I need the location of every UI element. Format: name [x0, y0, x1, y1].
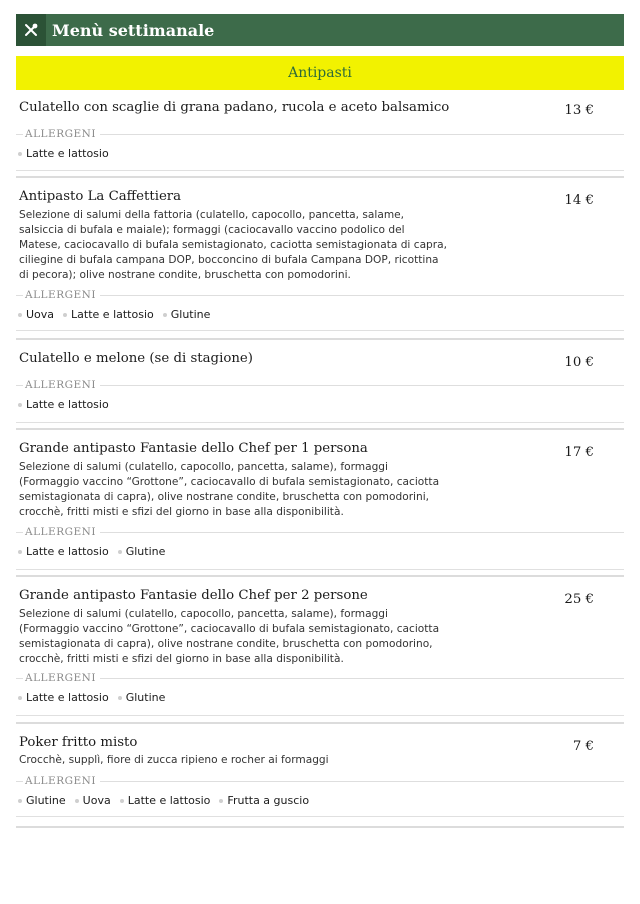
page-title: Menù settimanale — [52, 20, 215, 40]
item-name: Poker fritto misto — [19, 735, 138, 750]
item-description: Crocchè, supplì, fiore di zucca ripieno e rocher ai formaggi — [19, 754, 329, 766]
allergen-header: ALLERGENI — [16, 289, 624, 301]
allergen-header: ALLERGENI — [16, 775, 624, 787]
allergen-tag: Latte e lattosio — [63, 308, 154, 321]
allergen-header: ALLERGENI — [16, 526, 624, 538]
utensils-icon — [16, 14, 46, 46]
menu-item — [16, 428, 624, 574]
menu-header — [16, 14, 624, 46]
item-name: Antipasto La Caffettiera — [19, 189, 182, 204]
allergen-tag: Glutine — [18, 794, 66, 807]
allergen-tag: Glutine — [118, 691, 166, 704]
item-name: Culatello e melone (se di stagione) — [19, 351, 253, 366]
allergen-header: ALLERGENI — [16, 672, 624, 684]
allergen-list — [18, 794, 318, 807]
menu-item — [16, 338, 624, 426]
allergen-tag: Latte e lattosio — [120, 794, 211, 807]
allergen-tag: Uova — [18, 308, 54, 321]
menu-item — [16, 575, 624, 721]
category-label: Antipasti — [288, 65, 352, 81]
allergen-header: ALLERGENI — [16, 379, 624, 391]
item-description: Selezione di salumi (culatello, capocollo, pancetta, salame), formaggi (Formaggio vaccino “Grottone”, caciocavallo di bufala semistagionato, caciotta semistagionata di capra), olive nostrane condite, bruschetta con pomodorino, crocchè, fritti misti e sfizi del giorno in base alla disponibilità. — [19, 608, 440, 665]
allergen-list — [18, 398, 118, 411]
allergen-tag: Latte e lattosio — [18, 691, 109, 704]
allergen-list — [18, 308, 219, 321]
menu-item — [16, 176, 624, 334]
item-price: 17 € — [564, 445, 594, 460]
item-price: 7 € — [572, 739, 594, 754]
allergen-list — [18, 545, 174, 558]
category-antipasti[interactable] — [16, 56, 624, 90]
allergen-tag: Latte e lattosio — [18, 398, 109, 411]
item-price: 13 € — [564, 103, 594, 118]
item-price: 25 € — [564, 592, 594, 607]
menu-item — [16, 722, 624, 830]
item-name: Grande antipasto Fantasie dello Chef per 2 persone — [19, 588, 368, 603]
item-name: Grande antipasto Fantasie dello Chef per 1 persona — [19, 441, 368, 456]
allergen-tag: Glutine — [163, 308, 211, 321]
allergen-list — [18, 691, 174, 704]
menu-item — [16, 94, 624, 174]
item-price: 10 € — [564, 355, 594, 370]
allergen-header: ALLERGENI — [16, 128, 624, 140]
item-name: Culatello con scaglie di grana padano, rucola e aceto balsamico — [19, 100, 450, 115]
allergen-tag: Latte e lattosio — [18, 545, 109, 558]
allergen-tag: Uova — [75, 794, 111, 807]
allergen-tag: Glutine — [118, 545, 166, 558]
allergen-tag: Latte e lattosio — [18, 147, 109, 160]
allergen-list — [18, 147, 118, 160]
item-description: Selezione di salumi della fattoria (culatello, capocollo, pancetta, salame, salsiccia di bufala e maiale); formaggi (caciocavallo vaccino podolico del Matese, caciocavallo di bufala semistagionato, caciotta semistagionata di capra, ciliegine di bufala campana DOP, bocconcino di bufala Campana DOP, ricottina di pecora); olive nostrane condite, bruschetta con pomodorini. — [19, 209, 447, 281]
allergen-tag: Frutta a guscio — [219, 794, 309, 807]
item-description: Selezione di salumi (culatello, capocollo, pancetta, salame), formaggi (Formaggio vaccino “Grottone”, caciocavallo di bufala semistagionato, caciotta semistagionata di capra), olive nostrane condite, bruschetta con pomodorini, crocchè, fritti misti e sfizi del giorno in base alla disponibilità. — [19, 461, 440, 518]
item-price: 14 € — [564, 193, 594, 208]
